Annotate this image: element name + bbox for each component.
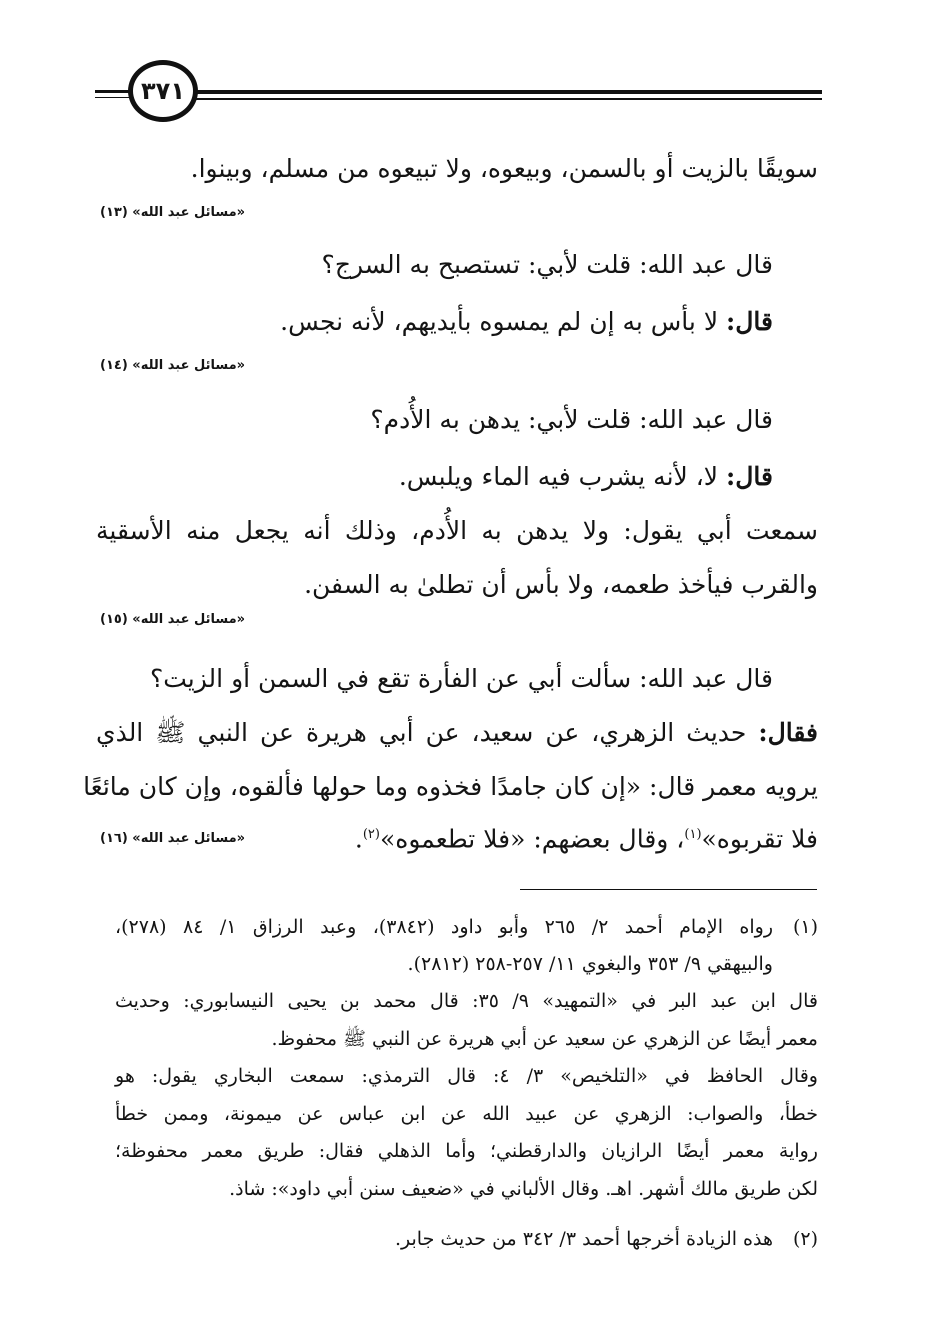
footnote-2-number: (٢) xyxy=(792,1228,818,1250)
footnote-1-line-4: معمر أيضًا عن الزهري عن سعيد عن أبي هريرة عن النبي ﷺ محفوظ. xyxy=(271,1028,818,1050)
footnote-ref-2: (٢) xyxy=(362,827,380,842)
answer-14 xyxy=(280,305,773,339)
header-rule-thin xyxy=(196,98,822,100)
answer-text: حديث الزهري، عن سعيد، عن أبي هريرة عن النبي ﷺ الذي xyxy=(96,718,747,747)
footnote-1-line-1: رواه الإمام أحمد ٢/ ٢٦٥ وأبو داود (٣٨٤٢)، وعبد الرزاق ١/ ٨٤ (٢٧٨)، xyxy=(115,916,774,938)
footnote-1-line-6: خطأ، والصواب: الزهري عن عبيد الله عن ابن عباس عن ميمونة، وممن خطأ xyxy=(115,1103,818,1125)
answer-text: لا بأس به إن لم يمسوه بأيديهم، لأنه نجس. xyxy=(280,307,719,336)
question-16: قال عبد الله: سألت أبي عن الفأرة تقع في السمن أو الزيت؟ xyxy=(149,664,773,693)
header-rule-left xyxy=(95,90,130,93)
answer-16-line-2: يرويه معمر قال: «إن كان جامدًا فخذوه وما حولها فألقوه، وإن كان مائعًا xyxy=(83,772,818,801)
question-15: قال عبد الله: قلت لأبي: يدهن به الأُدم؟ xyxy=(370,405,773,434)
quote-text: فلا تقربوه» xyxy=(701,824,818,854)
footnote-separator xyxy=(520,889,817,890)
answer-16-line-1 xyxy=(96,716,818,750)
page-number: ٣٧١ xyxy=(128,60,198,122)
source-reference-13: «مسائل عبد الله» (١٣) xyxy=(100,205,246,220)
body-line-1: سويقًا بالزيت أو بالسمن، وبيعوه، ولا تبيعوه من مسلم، وبينوا. xyxy=(190,154,818,183)
footnote-ref-1: (١) xyxy=(684,827,702,842)
header-rule-left-thin xyxy=(95,97,130,98)
footnote-1-line-7: رواية معمر أيضًا الرازيان والدارقطني؛ وأما الذهلي فقال: طريق معمر محفوظة؛ xyxy=(115,1140,818,1162)
paragraph-15-line-1: سمعت أبي يقول: ولا يدهن به الأُدم، وذلك أنه يجعل منه الأسقية xyxy=(96,516,818,545)
answer-16-line-3 xyxy=(355,818,818,856)
answer-label: قال: xyxy=(726,462,773,491)
footnote-1-line-2: والبيهقي ٩/ ٣٥٣ والبغوي ١١/ ٢٥٧-٢٥٨ (٢٨١٢). xyxy=(407,953,773,975)
footnote-1-line-5: وقال الحافظ في «التلخيص» ٣/ ٤: قال الترمذي: سمعت البخاري يقول: هو xyxy=(115,1065,818,1087)
footnote-1-number: (١) xyxy=(792,916,818,938)
paragraph-15-line-2: والقرب فيأخذ طعمه، ولا بأس أن تطلىٰ به السفن. xyxy=(304,570,818,599)
quote-text: ، وقال بعضهم: «فلا تطعموه» xyxy=(379,824,685,854)
answer-text: لا، لأنه يشرب فيه الماء ويلبس. xyxy=(398,462,719,491)
source-reference-16: «مسائل عبد الله» (١٦) xyxy=(100,831,246,846)
answer-label: قال: xyxy=(726,307,773,336)
answer-15 xyxy=(399,460,773,494)
period: . xyxy=(354,824,363,854)
header-rule-thick xyxy=(196,90,822,94)
question-14: قال عبد الله: قلت لأبي: تستصبح به السرج؟ xyxy=(321,250,773,279)
answer-label: فقال: xyxy=(758,718,818,747)
footnote-1-line-8: لكن طريق مالك أشهر. اهـ. وقال الألباني في «ضعيف سنن أبي داود»: شاذ. xyxy=(229,1178,818,1200)
source-reference-14: «مسائل عبد الله» (١٤) xyxy=(100,358,246,373)
footnote-2-line-1: هذه الزيادة أخرجها أحمد ٣/ ٣٤٢ من حديث جابر. xyxy=(394,1228,773,1250)
source-reference-15: «مسائل عبد الله» (١٥) xyxy=(100,612,246,627)
footnote-1-line-3: قال ابن عبد البر في «التمهيد» ٩/ ٣٥: قال محمد بن يحيى النيسابوري: وحديث xyxy=(115,990,818,1012)
